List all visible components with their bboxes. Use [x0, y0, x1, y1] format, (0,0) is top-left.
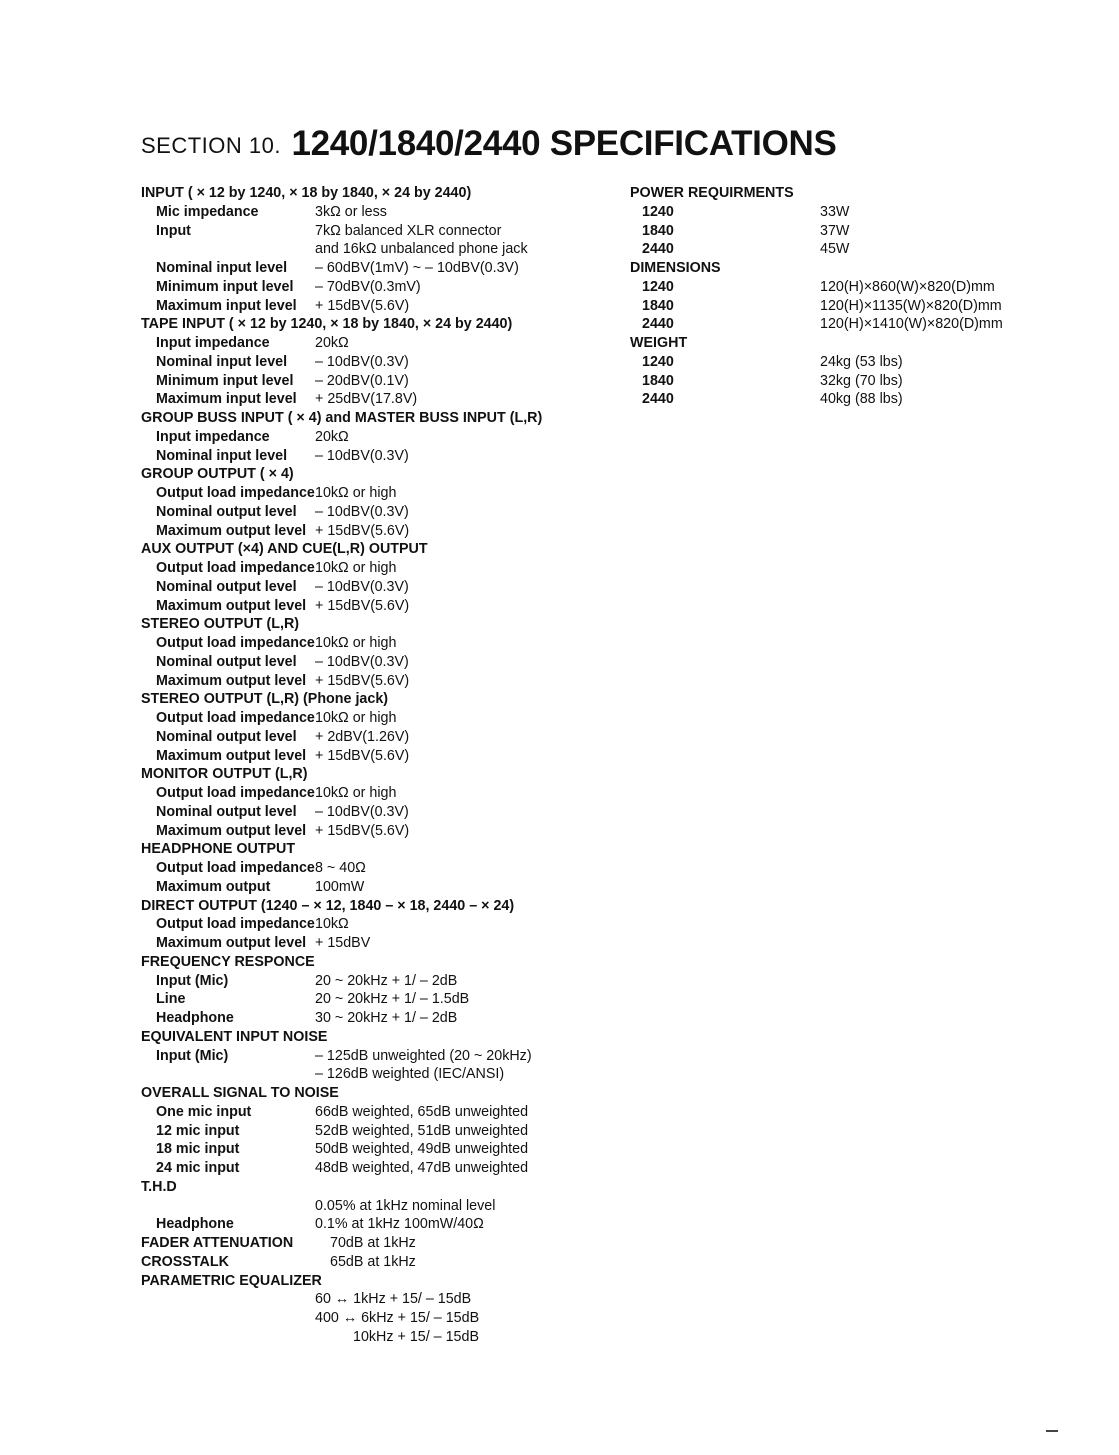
spec-section-heading — [141, 315, 611, 334]
spec-label: Maximum input level — [156, 391, 297, 408]
spec-row — [630, 240, 1050, 259]
spec-value: – 20dBV(0.1V) — [315, 372, 409, 389]
spec-row — [630, 353, 1050, 372]
spec-label: 2440 — [642, 241, 674, 258]
spec-value: + 15dBV(5.6V) — [315, 672, 410, 689]
spec-value: 10kΩ or high — [315, 710, 397, 726]
spec-label: Minimum input level — [156, 372, 294, 389]
spec-section-heading — [630, 259, 1050, 278]
spec-row — [141, 672, 611, 691]
spec-value: – 10dBV(0.3V) — [315, 447, 409, 464]
spec-value: 24kg (53 lbs) — [820, 353, 903, 370]
spec-value: 70dB at 1kHz — [330, 1235, 416, 1251]
spec-value: 10kΩ or high — [315, 560, 397, 576]
spec-value: 10kΩ — [315, 916, 349, 933]
spec-heading-text: HEADPHONE OUTPUT — [141, 841, 296, 858]
spec-value: – 10dBV(0.3V) — [315, 653, 409, 670]
page-number-mark — [1046, 1430, 1058, 1432]
spec-label: Maximum input level — [156, 297, 297, 314]
spec-label: Output load impedance — [156, 916, 315, 933]
spec-label: Nominal output level — [156, 653, 297, 670]
specs-right-column — [630, 184, 1050, 409]
spec-heading-text: DIRECT OUTPUT (1240 – × 12, 1840 – × 18, 2440 – × 24) — [141, 897, 515, 914]
spec-value: 10kΩ or high — [315, 635, 397, 651]
spec-label — [141, 1309, 315, 1328]
spec-row — [141, 522, 611, 541]
spec-section-heading — [141, 1084, 611, 1103]
spec-row — [141, 578, 611, 597]
spec-value: and 16kΩ unbalanced phone jack — [315, 241, 528, 258]
spec-value: 32kg (70 lbs) — [820, 372, 903, 389]
spec-row — [141, 972, 611, 991]
spec-label: 1240 — [642, 278, 674, 295]
spec-label — [141, 1065, 315, 1084]
title-text: 1240/1840/2440 SPECIFICATIONS — [291, 124, 837, 163]
spec-value: + 15dBV — [315, 935, 371, 951]
spec-row — [141, 353, 611, 372]
spec-label: 12 mic input — [156, 1122, 240, 1139]
spec-heading-text: WEIGHT — [630, 335, 688, 351]
spec-value: 10kΩ or high — [315, 485, 397, 501]
spec-heading-text: STEREO OUTPUT (L,R) — [141, 616, 300, 633]
spec-section-heading — [630, 184, 1050, 203]
spec-heading-text: T.H.D — [141, 1178, 177, 1195]
spec-heading-text: FADER ATTENUATION — [141, 1235, 294, 1251]
spec-value: 3kΩ or less — [315, 203, 387, 220]
spec-section-heading — [141, 540, 611, 559]
spec-label: Output load impedance — [156, 785, 315, 801]
spec-label: Output load impedance — [156, 635, 315, 651]
spec-label: Output load impedance — [156, 560, 315, 576]
spec-label: Headphone — [156, 1216, 234, 1233]
spec-row — [141, 747, 611, 766]
spec-row — [141, 1140, 611, 1159]
spec-value: 10kHz + 15/ – 15dB — [353, 1328, 479, 1345]
spec-label: 2440 — [642, 316, 674, 333]
spec-row — [141, 728, 611, 747]
spec-label: Nominal output level — [156, 578, 297, 595]
spec-label: Headphone — [156, 1010, 234, 1026]
spec-section-heading — [141, 1178, 611, 1197]
spec-heading-text: MONITOR OUTPUT (L,R) — [141, 766, 308, 783]
spec-value: + 15dBV(5.6V) — [315, 747, 410, 764]
spec-value: 45W — [820, 241, 850, 258]
spec-row — [141, 1215, 611, 1234]
spec-value: + 2dBV(1.26V) — [315, 728, 410, 745]
spec-row — [141, 709, 611, 728]
spec-value: – 10dBV(0.3V) — [315, 503, 409, 520]
spec-row — [141, 447, 611, 466]
spec-value: 50dB weighted, 49dB unweighted — [315, 1141, 529, 1158]
spec-value: 100mW — [315, 878, 365, 895]
spec-label: Input — [156, 222, 191, 239]
spec-row — [630, 315, 1050, 334]
spec-row — [141, 1309, 611, 1328]
spec-row — [141, 597, 611, 616]
page-title — [141, 126, 837, 161]
spec-value: 20kΩ — [315, 428, 349, 445]
spec-value: + 15dBV(5.6V) — [315, 597, 410, 614]
spec-section-heading — [141, 690, 611, 709]
spec-row — [141, 259, 611, 278]
spec-heading-text: OVERALL SIGNAL TO NOISE — [141, 1085, 339, 1101]
spec-row — [141, 1290, 611, 1309]
spec-row — [141, 203, 611, 222]
spec-row — [141, 1122, 611, 1141]
spec-value: 20kΩ — [315, 335, 349, 351]
spec-value: 7kΩ balanced XLR connector — [315, 222, 502, 239]
spec-section-heading — [141, 184, 611, 203]
spec-value: + 15dBV(5.6V) — [315, 297, 410, 314]
spec-section-heading — [141, 409, 611, 428]
spec-label: Maximum output level — [156, 822, 307, 839]
spec-label: Nominal output level — [156, 503, 297, 520]
spec-label: Nominal output level — [156, 803, 297, 820]
spec-value: – 60dBV(1mV) ~ – 10dBV(0.3V) — [315, 260, 519, 276]
spec-row — [141, 1065, 611, 1084]
spec-heading-text: AUX OUTPUT (×4) AND CUE(L,R) OUTPUT — [141, 541, 428, 558]
spec-section-heading — [141, 615, 611, 634]
spec-value: 0.1% at 1kHz 100mW/40Ω — [315, 1216, 484, 1233]
spec-row — [141, 1009, 611, 1028]
spec-label: Output load impedance — [156, 710, 315, 726]
spec-section-heading — [141, 765, 611, 784]
spec-row — [141, 1328, 611, 1347]
spec-label: Mic impedance — [156, 203, 259, 220]
spec-section-heading — [141, 953, 611, 972]
spec-row — [141, 784, 611, 803]
spec-label: Maximum output level — [156, 672, 307, 689]
spec-row — [141, 297, 611, 316]
spec-label: 2440 — [642, 391, 674, 408]
spec-label: Input (Mic) — [156, 972, 229, 989]
spec-row — [630, 297, 1050, 316]
spec-value: – 70dBV(0.3mV) — [315, 278, 421, 295]
spec-row — [141, 822, 611, 841]
spec-row — [141, 334, 611, 353]
spec-section-heading — [141, 1234, 611, 1253]
spec-label: Input impedance — [156, 335, 270, 351]
spec-value: + 15dBV(5.6V) — [315, 522, 410, 539]
spec-value: – 10dBV(0.3V) — [315, 353, 409, 370]
spec-row — [141, 1159, 611, 1178]
spec-heading-text: GROUP OUTPUT ( × 4) — [141, 466, 294, 483]
spec-heading-text: EQUIVALENT INPUT NOISE — [141, 1028, 328, 1045]
spec-value: 120(H)×860(W)×820(D)mm — [820, 278, 995, 295]
spec-label: Line — [156, 991, 186, 1008]
spec-heading-text: POWER REQUIRMENTS — [630, 185, 794, 201]
spec-row — [141, 990, 611, 1009]
spec-label: 1840 — [642, 297, 674, 314]
spec-value: + 15dBV(5.6V) — [315, 822, 410, 839]
spec-label: Minimum input level — [156, 278, 294, 295]
spec-label — [141, 1328, 315, 1347]
spec-label: Maximum output level — [156, 935, 307, 951]
spec-heading-text: INPUT ( × 12 by 1240, × 18 by 1840, × 24 by 2440) — [141, 185, 472, 201]
spec-label: Nominal input level — [156, 260, 288, 276]
spec-row — [630, 278, 1050, 297]
spec-label — [141, 1197, 315, 1216]
spec-label: 1240 — [642, 353, 674, 370]
spec-value: 20 ~ 20kHz + 1/ – 2dB — [315, 972, 458, 989]
spec-label: Nominal input level — [156, 447, 288, 464]
spec-label: Input (Mic) — [156, 1047, 229, 1064]
spec-value: – 126dB weighted (IEC/ANSI) — [315, 1066, 505, 1083]
spec-label: Maximum output — [156, 878, 271, 895]
spec-row — [141, 240, 611, 259]
spec-section-heading — [141, 840, 611, 859]
spec-section-heading — [141, 465, 611, 484]
spec-value: – 10dBV(0.3V) — [315, 578, 409, 595]
spec-label: Maximum output level — [156, 522, 307, 539]
spec-row — [630, 372, 1050, 391]
spec-row — [141, 222, 611, 241]
spec-label: Maximum output level — [156, 747, 307, 764]
spec-row — [141, 934, 611, 953]
spec-row — [141, 878, 611, 897]
spec-heading-text: PARAMETRIC EQUALIZER — [141, 1272, 322, 1289]
spec-row — [141, 372, 611, 391]
spec-value: 40kg (88 lbs) — [820, 391, 903, 408]
spec-label — [141, 1290, 315, 1309]
spec-label: 1840 — [642, 372, 674, 389]
spec-section-heading — [141, 1028, 611, 1047]
spec-row — [141, 390, 611, 409]
spec-value: 10kΩ or high — [315, 785, 397, 801]
spec-section-heading — [141, 897, 611, 916]
spec-value: 120(H)×1135(W)×820(D)mm — [820, 297, 1002, 314]
spec-label — [141, 240, 315, 259]
spec-value: – 10dBV(0.3V) — [315, 803, 409, 820]
spec-value: 8 ~ 40Ω — [315, 860, 366, 876]
spec-section-heading — [141, 1272, 611, 1291]
spec-row — [630, 203, 1050, 222]
spec-row — [141, 915, 611, 934]
spec-row — [141, 1197, 611, 1216]
spec-row — [141, 803, 611, 822]
spec-heading-text: FREQUENCY RESPONCE — [141, 953, 315, 970]
spec-row — [141, 428, 611, 447]
spec-label: Nominal output level — [156, 728, 297, 745]
spec-label: Output load impedance — [156, 860, 315, 876]
spec-value: 37W — [820, 222, 850, 239]
spec-value: – 125dB unweighted (20 ~ 20kHz) — [315, 1047, 532, 1064]
spec-row — [630, 222, 1050, 241]
spec-row — [141, 1047, 611, 1066]
spec-label: Nominal input level — [156, 353, 288, 370]
section-label: SECTION 10. — [141, 133, 281, 158]
spec-label: One mic input — [156, 1103, 252, 1120]
spec-label: 24 mic input — [156, 1160, 240, 1176]
spec-heading-text: GROUP BUSS INPUT ( × 4) and MASTER BUSS INPUT (L,R) — [141, 410, 543, 426]
spec-label: 1240 — [642, 203, 674, 220]
spec-label: 1840 — [642, 222, 674, 239]
spec-value: 66dB weighted, 65dB unweighted — [315, 1103, 529, 1120]
spec-row — [141, 634, 611, 653]
spec-label: Input impedance — [156, 428, 270, 445]
spec-heading-text: DIMENSIONS — [630, 260, 721, 276]
spec-value: 120(H)×1410(W)×820(D)mm — [820, 316, 1003, 333]
spec-row — [141, 859, 611, 878]
spec-value: 0.05% at 1kHz nominal level — [315, 1197, 496, 1214]
spec-label: Output load impedance — [156, 485, 315, 501]
spec-value: 48dB weighted, 47dB unweighted — [315, 1160, 529, 1176]
spec-value: 60 ↔ 1kHz + 15/ – 15dB — [315, 1291, 472, 1308]
spec-row — [630, 390, 1050, 409]
spec-row — [141, 503, 611, 522]
spec-section-heading — [141, 1253, 611, 1272]
spec-section-heading — [630, 334, 1050, 353]
spec-heading-text: TAPE INPUT ( × 12 by 1240, × 18 by 1840, × 24 by 2440) — [141, 316, 513, 333]
spec-row — [141, 1103, 611, 1122]
spec-heading-text: STEREO OUTPUT (L,R) (Phone jack) — [141, 691, 389, 708]
spec-value: 20 ~ 20kHz + 1/ – 1.5dB — [315, 991, 470, 1008]
spec-row — [141, 559, 611, 578]
spec-value: 52dB weighted, 51dB unweighted — [315, 1122, 529, 1139]
spec-heading-text: CROSSTALK — [141, 1253, 229, 1270]
spec-row — [141, 278, 611, 297]
spec-row — [141, 484, 611, 503]
spec-label: Maximum output level — [156, 597, 307, 614]
spec-value: 30 ~ 20kHz + 1/ – 2dB — [315, 1010, 458, 1026]
spec-value: 400 ↔ 6kHz + 15/ – 15dB — [315, 1310, 480, 1326]
spec-value: + 25dBV(17.8V) — [315, 391, 418, 408]
spec-row — [141, 653, 611, 672]
specs-left-column — [141, 184, 611, 1347]
spec-value: 65dB at 1kHz — [330, 1253, 416, 1270]
spec-label: 18 mic input — [156, 1141, 240, 1158]
spec-value: 33W — [820, 203, 850, 220]
